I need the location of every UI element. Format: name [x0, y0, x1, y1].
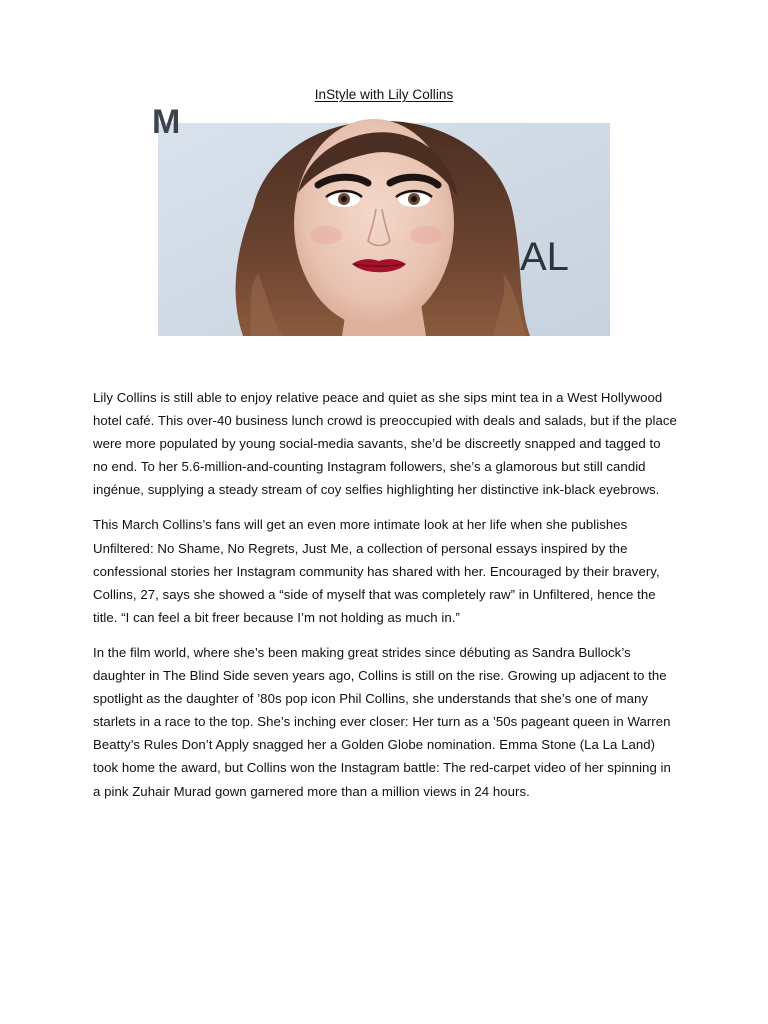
article-paragraph: Lily Collins is still able to enjoy relative peace and quiet as she sips mint tea in a West Hollywood hotel café. This over-40 business lunch crowd is preoccupied with deals and salads, but if the place were more populated by young social-media savants, she’d be discreetly snapped and tagged to no end. To her 5.6-million-and-counting Instagram followers, she’s a glamorous but still candid ingénue, supplying a steady stream of coy selfies highlighting her distinctive ink-black eyebrows.	[93, 390, 677, 498]
article-photo	[152, 103, 610, 336]
backdrop-letters-left: M	[152, 103, 181, 141]
article-paragraph: This March Collins’s fans will get an even more intimate look at her life when she publishes Unfiltered: No Shame, No Regrets, Just Me, a collection of personal essays inspired by the confessional stories her Instagram community has shared with her. Encouraged by their bravery, Collins, 27, says she showed a “side of myself that was completely raw” in Unfiltered, hence the title. “I can feel a bit freer because I’m not holding as much in.”	[93, 517, 660, 625]
article-title: InStyle with Lily Collins	[314, 87, 454, 102]
article-body	[93, 386, 679, 815]
portrait-illustration	[152, 103, 610, 336]
backdrop-letters-right: AL	[520, 235, 569, 279]
article-paragraph: In the film world, where she’s been making great strides since débuting as Sandra Bullock’s daughter in The Blind Side seven years ago, Collins is still on the rise. Growing up adjacent to the spotlight as the daughter of ’80s pop icon Phil Collins, she understands that she’s one of many starlets in a race to the top. She’s inching ever closer: Her turn as a ’50s pageant queen in Warren Beatty’s Rules Don’t Apply snagged her a Golden Globe nomination. Emma Stone (La La Land) took home the award, but Collins won the Instagram battle: The red-carpet video of her spinning in a pink Zuhair Murad gown garnered more than a million views in 24 hours.	[93, 644, 671, 799]
